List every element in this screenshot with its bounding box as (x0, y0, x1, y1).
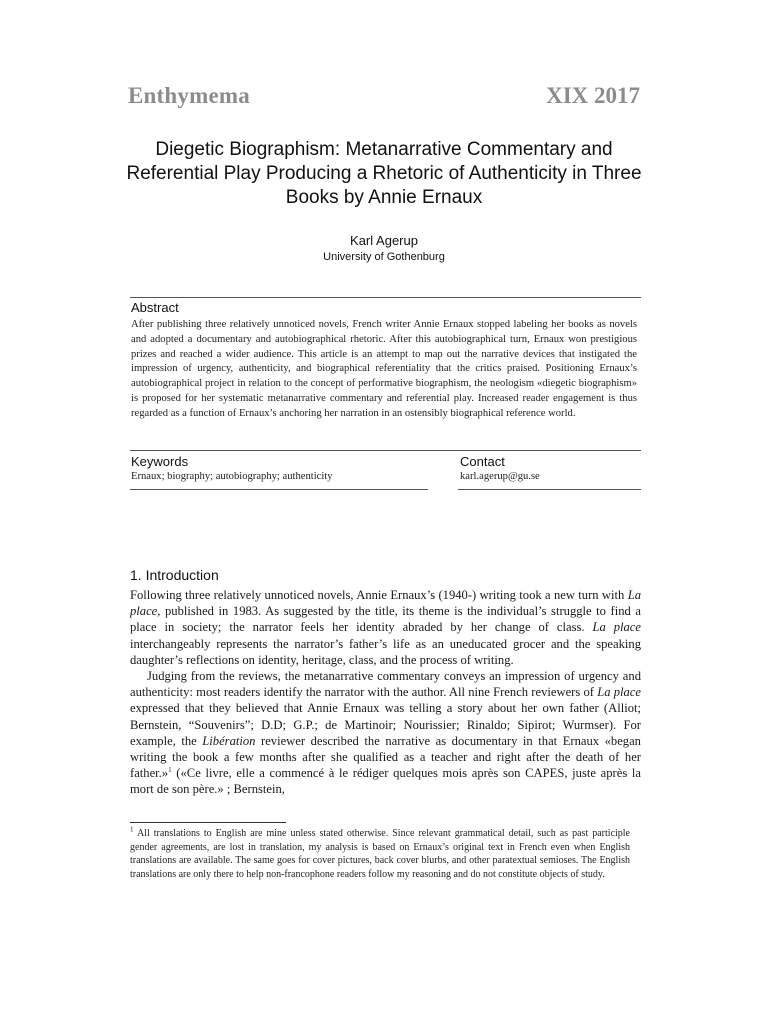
p1-book-title-1: La place (130, 588, 641, 619)
author-affiliation: University of Gothenburg (323, 251, 445, 263)
p1-text-a: Following three relatively unnoticed novels, Annie Ernaux’s (1940-) writing took a new turn with (130, 588, 628, 602)
p2-text-d: («Ce livre, elle a commencé à le rédiger quelques mois après son CAPES, juste après la mort de son père.» ; Bernstein, (130, 766, 641, 797)
p2-text-a: Judging from the reviews, the metanarrative commentary conveys an impression of urgency and authenticity: most readers identify the narrator with the author. All nine French reviewers of (130, 669, 641, 700)
article-title: Diegetic Biographism: Metanarrative Commentary and Referential Play Producing a Rhetoric of Authenticity in Three Books by Annie Ernaux (126, 139, 642, 208)
abstract-top-rule (130, 297, 641, 298)
p1-book-title-2: La place (592, 620, 641, 635)
p1-text-b: , published in 1983. As suggested by the title, its theme is the individual’s struggle to find a place in society; the narrator feels her identity abraded by her change of class. (130, 604, 641, 635)
footnote-reference[interactable]: 1 (168, 766, 172, 775)
footnote-rule (130, 822, 286, 823)
section-heading: 1. Introduction (130, 567, 219, 583)
contact-heading: Contact (460, 454, 505, 469)
contact-email: karl.agerup@gu.se (460, 471, 540, 482)
p2-newspaper-title: Libération (202, 733, 256, 748)
keywords-heading: Keywords (131, 454, 189, 469)
p2-book-title: La place (597, 685, 641, 700)
author-name: Karl Agerup (350, 233, 418, 248)
p2-text-b: expressed that they believed that Annie Ernaux was telling a story about her own father (Alliot; Bernstein, “Souvenirs”; D.D; G.P.; de Martinoir; Nourissier; Rinaldo; Sipirot; Wurmser). For example, the (130, 701, 641, 748)
footnote (130, 827, 630, 881)
paragraph-1 (130, 587, 641, 668)
p2-text-c: reviewer described the narrative as documentary in that Ernaux «began writing the book a few months after she qualified as a teacher and right after the death of her father.» (130, 733, 641, 781)
body-text (130, 587, 641, 798)
journal-name: Enthymema (128, 83, 250, 108)
contact-rule (458, 489, 641, 490)
keywords-rule (130, 489, 428, 490)
footnote-mark: 1 (130, 825, 134, 834)
footnote-text: All translations to English are mine unless stated otherwise. Since relevant grammatical detail, such as past participle gender agreements, are lost in translation, my analysis is based on Ernaux’s original text in French even when English translations are available. The same goes for cover pictures, back cover blurbs, and other paratextual semioses. The English translations are only there to help non-francophone readers follow my reasoning and do not constitute objects of study. (130, 828, 630, 880)
paragraph-2 (130, 668, 641, 798)
p1-text-c: interchangeably represents the narrator’s father’s life as an uneducated grocer and the speaking daughter’s reflections on identity, heritage, class, and the process of writing. (130, 636, 641, 667)
keywords-text: Ernaux; biography; autobiography; authenticity (131, 471, 333, 482)
issue-number: XIX 2017 (546, 83, 640, 108)
abstract-text: After publishing three relatively unnoticed novels, French writer Annie Ernaux stopped labeling her books as novels and adopted a documentary and autobiographical rhetoric. After this autobiographical turn, Ernaux won prestigious prizes and reached a wider audience. This article is an attempt to map out the narrative devices that instigated the impression of urgency, authenticity, and biographical referentiality that the critics praised. Positioning Ernaux’s autobiographical project in relation to the concept of performative biographism, the neologism «diegetic biographism» is proposed for her systematic metanarrative commentary and referential play. Increased reader engagement is thus regarded as a function of Ernaux’s anchoring her narration in an ostensibly biographical reference world. (131, 319, 637, 419)
abstract-bottom-rule (130, 450, 641, 451)
abstract-heading: Abstract (131, 300, 179, 315)
